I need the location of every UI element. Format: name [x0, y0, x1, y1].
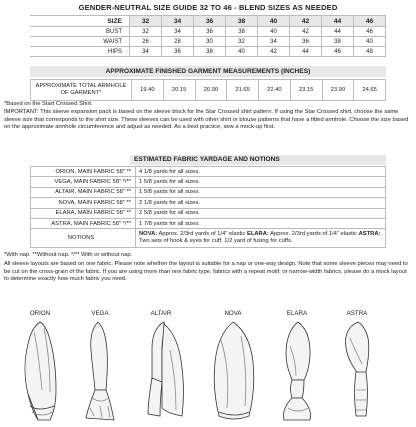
notions-astra-text: Two sets of hook & eyes for cuff. 1/2 yard of fusing for cuffs. [139, 238, 293, 245]
size-header-row [30, 16, 386, 27]
table-cell: 20.90 [195, 80, 227, 101]
table-cell: 2 1/8 yards for all sizes. [136, 198, 386, 208]
table-row [30, 27, 386, 37]
view-label-astra: ASTRA [346, 310, 368, 317]
table-cell: 23.15 [290, 80, 322, 101]
table-cell: 24.65 [354, 80, 386, 101]
row-label: NOVA, MAIN FABRIC 58" ** [31, 198, 136, 208]
measurements-table [30, 79, 386, 101]
fabric-heading-row [30, 155, 386, 165]
view-label-vega: VEGA [91, 310, 109, 317]
table-cell: 42 [290, 27, 322, 37]
size-col-header: 36 [194, 16, 226, 27]
row-label [31, 80, 132, 101]
size-col-header: 38 [226, 16, 258, 27]
size-col-header: 34 [162, 16, 194, 27]
table-cell: 40 [354, 37, 386, 47]
table-cell: 34 [130, 47, 162, 57]
view-label-elara: ELARA [286, 310, 308, 317]
sleeve-views [0, 310, 416, 427]
table-row [31, 167, 386, 177]
notions-elara-name: ELARA: [246, 231, 269, 238]
table-cell: 40 [226, 47, 258, 57]
table-row [31, 229, 386, 248]
table-cell: 34 [162, 27, 194, 37]
size-col-header: 32 [130, 16, 162, 27]
view-label-orion: ORION [29, 310, 51, 317]
size-col-header: 44 [322, 16, 354, 27]
orion-sleeve-illustration [14, 320, 70, 424]
notions-nova-name: NOVA: [139, 231, 158, 238]
row-label: NOTIONS [31, 229, 136, 248]
astra-sleeve-illustration [334, 320, 384, 424]
table-cell: 40 [258, 27, 290, 37]
notions-cell [136, 229, 386, 248]
table-cell: 1 5/8 yards for all sizes. [136, 187, 386, 197]
nap-note: *With nap. **Without nap. */** With or without nap. [4, 252, 133, 258]
table-cell: 32 [130, 27, 162, 37]
size-col-header: 40 [258, 16, 290, 27]
table-row [31, 218, 386, 228]
fabric-table [30, 166, 386, 248]
row-label: ALTAIR, MAIN FABRIC 58" ** [31, 187, 136, 197]
table-cell: 42 [258, 47, 290, 57]
table-cell: 36 [290, 37, 322, 47]
footnote: *Based on the Start Crossed Shirt. [4, 101, 93, 107]
size-header-label: SIZE [30, 16, 130, 27]
table-row [31, 177, 386, 187]
row-label: WAIST [30, 37, 130, 47]
notions-nova-text: Approx. 2/3rd yards of 1/4" elastic [157, 231, 247, 238]
table-cell: 4 1/8 yards for all sizes. [136, 167, 386, 177]
notions-elara-text: Approx. 2/3rd yards of 1/4" elastic [268, 231, 359, 238]
table-cell: 26 [130, 37, 162, 47]
layout-note: All sleeve layouts are based on one fabric. Please note whether the layout is suitable for a nap or one-way design. Note that some sleeve pieces may need to be cut on the cross-grain of the fabric. If you are using more than one fabric type, fabrics with a repeat motif, or narrow-width fabrics, please do a mock layout to determine exactly how much fabric you need. [4, 261, 408, 283]
elara-sleeve-illustration [272, 320, 324, 424]
row-label-line: APPROXIMATE TOTAL ARMHOLE [35, 83, 127, 89]
table-cell: 38 [194, 47, 226, 57]
table-cell: 1 7/8 yards for all sizes. [136, 218, 386, 228]
table-cell: 44 [290, 47, 322, 57]
table-row [31, 80, 386, 101]
table-cell: 38 [226, 27, 258, 37]
table-cell: 19.40 [132, 80, 164, 101]
row-label: ELARA, MAIN FABRIC 58" ** [31, 208, 136, 218]
table-cell: 38 [322, 37, 354, 47]
table-cell: 21.65 [227, 80, 259, 101]
page-title: GENDER-NEUTRAL SIZE GUIDE 32 TO 46 - BLEND SIZES AS NEEDED [78, 3, 338, 12]
view-label-altair: ALTAIR [150, 310, 172, 317]
row-label: BUST [30, 27, 130, 37]
table-cell: 22.40 [259, 80, 291, 101]
table-cell: 46 [322, 47, 354, 57]
measurements-heading: APPROXIMATE FINISHED GARMENT MEASUREMENTS (INCHES) [30, 66, 386, 77]
table-cell: 1 5/8 yards for all sizes. [136, 177, 386, 187]
row-label: ORION, MAIN FABRIC 58" ** [31, 167, 136, 177]
table-cell: 23.90 [322, 80, 354, 101]
table-cell: 34 [258, 37, 290, 47]
table-cell: 30 [194, 37, 226, 47]
table-cell: 48 [354, 47, 386, 57]
table-row [31, 208, 386, 218]
table-row [30, 47, 386, 57]
view-label-nova: NOVA [224, 310, 242, 317]
table-cell: 36 [194, 27, 226, 37]
table-cell: 32 [226, 37, 258, 47]
notions-astra-name: ASTRA: [358, 231, 381, 238]
vega-sleeve-illustration [80, 320, 124, 424]
size-col-header: 42 [290, 16, 322, 27]
table-cell: 20.15 [163, 80, 195, 101]
table-cell: 28 [162, 37, 194, 47]
row-label: ASTRA, MAIN FABRIC 58" */** [31, 218, 136, 228]
table-row [31, 198, 386, 208]
altair-sleeve-illustration [130, 320, 194, 424]
table-cell: 44 [322, 27, 354, 37]
table-cell: 36 [162, 47, 194, 57]
row-label: HIPS [30, 47, 130, 57]
table-row [31, 187, 386, 197]
row-label: VEGA, MAIN FABRIC 58" */** [31, 177, 136, 187]
nova-sleeve-illustration [205, 320, 265, 424]
table-cell: 2 5/8 yards for all sizes. [136, 208, 386, 218]
row-label-line: OF GARMENT* [60, 90, 102, 96]
fabric-heading: ESTIMATED FABRIC YARDAGE AND NOTIONS [130, 155, 386, 165]
size-col-header: 46 [354, 16, 386, 27]
table-cell: 46 [354, 27, 386, 37]
size-table [30, 15, 386, 57]
table-row [30, 37, 386, 47]
important-note: IMPORTANT: This sleeve expansion pack is based on the sleeve block for the Star Crossed shirt pattern. If using the Star Crossed shirt, choose the same sleeve size that corresponds to the shirt size. These sleeves can be used with other shirt or blouse patterns that have a fitted armhole. Choose the size based on the approximate armhole circumference and adjust as needed. As a best practice, sew a mock-up first. [4, 109, 409, 131]
